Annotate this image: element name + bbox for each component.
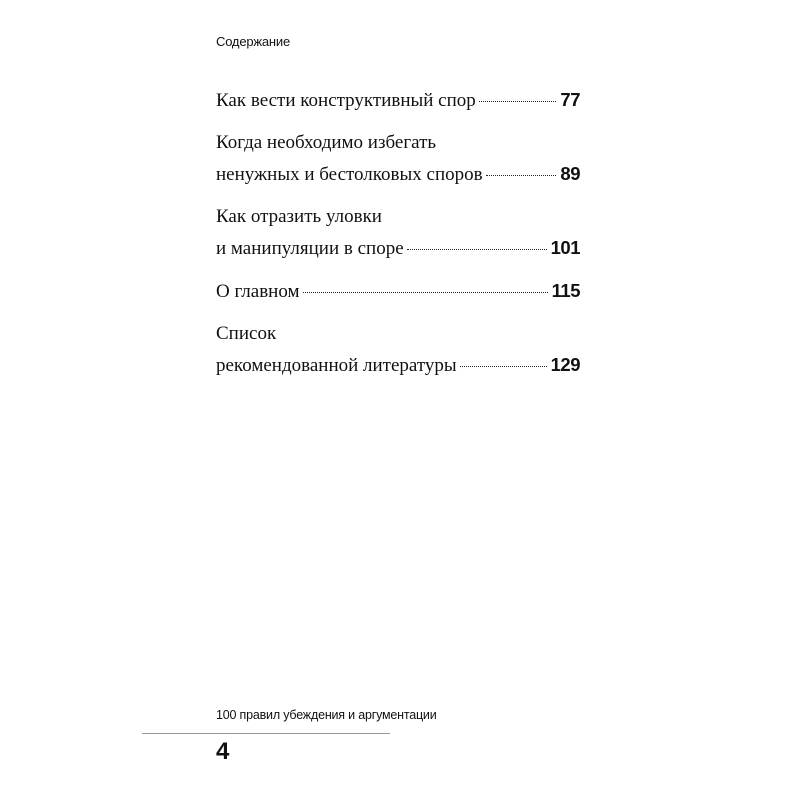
toc-page-number: 115	[551, 280, 580, 301]
toc-entry-title: О главном	[216, 281, 300, 302]
toc-entry-title: ненужных и бестолковых споров	[216, 164, 483, 185]
toc-entry	[216, 84, 580, 116]
toc-entry-line	[216, 318, 580, 349]
dot-leader	[486, 175, 557, 176]
toc-entry-title: Когда необходимо избегать	[216, 132, 437, 153]
toc-entry	[216, 127, 580, 190]
running-head: Содержание	[216, 34, 290, 49]
toc-entry	[216, 275, 580, 307]
toc-entry-line	[216, 84, 580, 116]
toc-entry-title: и манипуляции в споре	[216, 238, 404, 259]
toc-entry-line	[216, 201, 580, 232]
dot-leader	[407, 249, 547, 250]
dot-leader	[303, 292, 548, 293]
toc-entry-title: Как вести конструктивный спор	[216, 90, 476, 111]
footer-book-title: 100 правил убеждения и аргументации	[216, 708, 437, 722]
toc-entry-line	[216, 232, 580, 264]
toc-entry-line	[216, 158, 580, 190]
toc-entry	[216, 318, 580, 381]
table-of-contents	[216, 84, 580, 392]
dot-leader	[479, 101, 557, 102]
toc-page-number: 89	[560, 163, 580, 184]
toc-entry-title: Список	[216, 323, 277, 344]
page-number: 4	[216, 738, 230, 765]
toc-entry-line	[216, 275, 580, 307]
toc-entry-line	[216, 349, 580, 381]
toc-page-number: 101	[550, 237, 580, 258]
toc-entry-line	[216, 127, 580, 158]
toc-page-number: 129	[550, 354, 580, 375]
toc-entry-title: рекомендованной литературы	[216, 355, 457, 376]
footer-divider	[142, 733, 390, 734]
toc-entry-title: Как отразить уловки	[216, 206, 382, 227]
dot-leader	[460, 366, 547, 367]
toc-page-number: 77	[560, 89, 580, 110]
toc-entry	[216, 201, 580, 264]
